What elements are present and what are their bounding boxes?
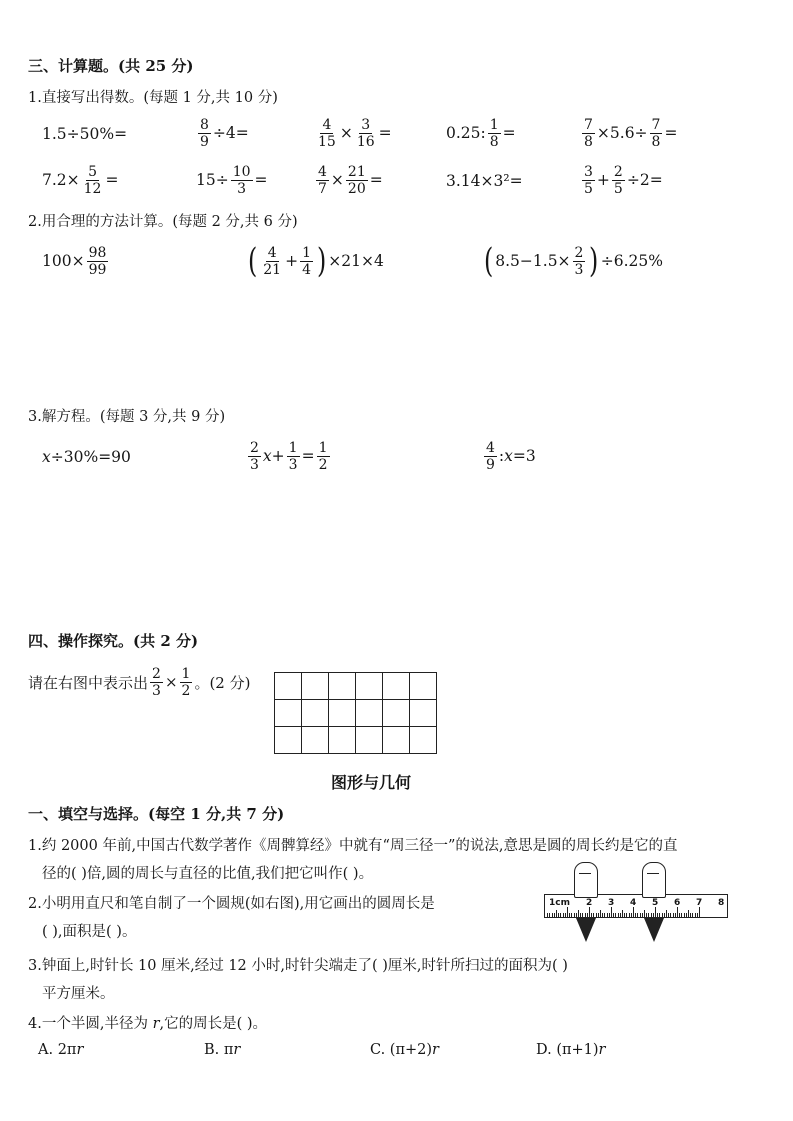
ruler-tick xyxy=(629,913,630,917)
ruler-tick xyxy=(644,910,645,917)
problem-1i: 3.14×3²= xyxy=(446,172,523,190)
pen-icon xyxy=(574,862,598,898)
ruler-label: 2 xyxy=(586,898,593,908)
ruler-tick xyxy=(556,910,557,917)
question-4: 4.一个半圆,半径为 r,它的周长是( )。 xyxy=(28,1016,268,1032)
fraction-grid[interactable] xyxy=(274,672,437,754)
ruler-tick xyxy=(587,913,588,917)
ruler-tick xyxy=(596,913,597,917)
option-c[interactable]: C. (π+2)r xyxy=(370,1042,439,1058)
problem-1d: 0.25: $\frac{1}{8}$ = xyxy=(446,116,516,150)
ruler-tick xyxy=(681,913,682,917)
grid-cell[interactable] xyxy=(302,673,329,700)
ruler-tick xyxy=(648,913,649,917)
section-heading-fill-choose: 一、填空与选择。(每空 1 分,共 7 分) xyxy=(28,805,285,823)
ruler-tick xyxy=(686,913,687,917)
grid-cell[interactable] xyxy=(383,727,410,754)
equation-3b: $\frac{2}{3}$ x + $\frac{1}{3}$ = $\frac{1}{2}$ xyxy=(250,439,328,473)
grid-cell[interactable] xyxy=(275,700,302,727)
ruler-tick xyxy=(622,910,623,917)
question-3-line2: 平方厘米。 xyxy=(42,986,115,1002)
ruler-tick xyxy=(593,913,594,917)
pen-tip-icon xyxy=(644,918,664,942)
equation-3c: $\frac{4}{9}$ : x =3 xyxy=(486,439,536,473)
q2-heading: 2.用合理的方法计算。(每题 2 分,共 6 分) xyxy=(28,214,298,230)
ruler-tick xyxy=(690,913,691,917)
ruler-tick xyxy=(692,913,693,917)
ruler-tick xyxy=(662,913,663,917)
ruler-tick xyxy=(699,907,700,917)
ruler-tick xyxy=(653,913,654,917)
grid-cell[interactable] xyxy=(356,727,383,754)
ruler-tick xyxy=(585,913,586,917)
grid-cell[interactable] xyxy=(383,673,410,700)
ruler-tick xyxy=(659,913,660,917)
ruler-tick xyxy=(646,913,647,917)
ruler-tick xyxy=(578,910,579,917)
problem-1e: $\frac{7}{8}$ ×5.6÷ $\frac{7}{8}$ = xyxy=(584,116,678,150)
ruler-tick xyxy=(695,913,696,917)
ruler-tick xyxy=(620,913,621,917)
problem-1b: $\frac{8}{9}$ ÷4= xyxy=(200,116,249,150)
ruler-tick xyxy=(679,913,680,917)
ruler-tick xyxy=(697,913,698,917)
ruler-tick xyxy=(640,913,641,917)
ruler-tick xyxy=(688,910,689,917)
question-3-line1: 3.钟面上,时针长 10 厘米,经过 12 小时,时针尖端走了( )厘米,时针所扫过的面积为( ) xyxy=(28,958,568,974)
problem-1f: 7.2× $\frac{5}{12}$ = xyxy=(42,163,119,197)
problem-1a: 1.5÷50%= xyxy=(42,125,128,143)
ruler-tick xyxy=(635,913,636,917)
ruler-tick xyxy=(600,910,601,917)
ruler-tick xyxy=(563,913,564,917)
ruler-tick xyxy=(589,907,590,917)
ruler-tick xyxy=(618,913,619,917)
grid-cell[interactable] xyxy=(356,700,383,727)
problem-1c: $\frac{4}{15}$ × $\frac{3}{16}$ = xyxy=(318,116,392,150)
ruler-label: 4 xyxy=(630,898,637,908)
ruler-tick xyxy=(607,913,608,917)
problem-1g: 15÷ $\frac{10}{3}$ = xyxy=(196,163,268,197)
ruler-tick xyxy=(675,913,676,917)
ruler-tick xyxy=(668,913,669,917)
question-1-line2: 径的( )倍,圆的周长与直径的比值,我们把它叫作( )。 xyxy=(42,866,374,882)
ruler-tick xyxy=(565,913,566,917)
ruler-tick xyxy=(684,913,685,917)
question-2-line2: ( ),面积是( )。 xyxy=(42,924,137,940)
pen-icon xyxy=(642,862,666,898)
ruler-tick xyxy=(673,913,674,917)
ruler-tick xyxy=(549,913,550,917)
grid-cell[interactable] xyxy=(383,700,410,727)
ruler-tick xyxy=(552,913,553,917)
grid-cell[interactable] xyxy=(410,673,437,700)
ruler-tick xyxy=(571,913,572,917)
ruler-tick xyxy=(609,913,610,917)
ruler xyxy=(544,894,728,918)
ruler-tick xyxy=(633,907,634,917)
ruler-tick xyxy=(591,913,592,917)
ruler-tick xyxy=(569,913,570,917)
ruler-tick xyxy=(602,913,603,917)
ruler-tick xyxy=(611,907,612,917)
grid-cell[interactable] xyxy=(275,727,302,754)
ruler-tick xyxy=(604,913,605,917)
ruler-label: 3 xyxy=(608,898,615,908)
ruler-tick xyxy=(642,913,643,917)
option-a[interactable]: A. 2πr xyxy=(38,1042,84,1058)
option-b[interactable]: B. πr xyxy=(204,1042,241,1058)
ruler-label: 6 xyxy=(674,898,681,908)
ruler-tick xyxy=(547,913,548,917)
ruler-tick xyxy=(560,913,561,917)
ruler-tick xyxy=(613,913,614,917)
ruler-tick xyxy=(637,913,638,917)
pen-tip-icon xyxy=(576,918,596,942)
ruler-tick xyxy=(631,913,632,917)
option-d[interactable]: D. (π+1)r xyxy=(536,1042,606,1058)
ruler-tick xyxy=(626,913,627,917)
grid-cell[interactable] xyxy=(329,673,356,700)
ruler-label: 8 xyxy=(718,898,725,908)
ruler-tick xyxy=(655,907,656,917)
problem-2a: 100× $\frac{98}{99}$ xyxy=(42,244,107,278)
ruler-tick xyxy=(558,913,559,917)
section-heading-calculation: 三、计算题。(共 25 分) xyxy=(28,57,194,75)
grid-cell[interactable] xyxy=(275,673,302,700)
problem-1j: $\frac{3}{5}$ + $\frac{2}{5}$ ÷2= xyxy=(584,163,663,197)
operation-task: 请在右图中表示出 $\frac{2}{3}$ × $\frac{1}{2}$ 。(2 分) xyxy=(28,665,251,699)
section-heading-operation: 四、操作探究。(共 2 分) xyxy=(28,632,199,650)
grid-cell[interactable] xyxy=(356,673,383,700)
ruler-tick xyxy=(657,913,658,917)
problem-1h: $\frac{4}{7}$ × $\frac{21}{20}$ = xyxy=(318,163,383,197)
ruler-tick xyxy=(677,907,678,917)
ruler-tick xyxy=(670,913,671,917)
equation-3a: x ÷30%=90 xyxy=(42,448,131,466)
ruler-tick xyxy=(576,913,577,917)
grid-cell[interactable] xyxy=(410,727,437,754)
ruler-tick xyxy=(651,913,652,917)
ruler-compass-figure xyxy=(544,858,729,948)
ruler-tick xyxy=(624,913,625,917)
ruler-label: 7 xyxy=(696,898,703,908)
grid-cell[interactable] xyxy=(302,700,329,727)
fraction: $\frac{8}{9}$ xyxy=(200,116,209,150)
problem-2c: ( 8.5−1.5× $\frac{2}{3}$ ) ÷6.25% xyxy=(483,241,663,281)
grid-cell[interactable] xyxy=(329,727,356,754)
ruler-tick xyxy=(664,913,665,917)
geometry-title: 图形与几何 xyxy=(331,773,412,792)
problem-2b: ( $\frac{4}{21}$ + $\frac{1}{4}$ ) ×21×4 xyxy=(247,241,384,281)
question-2-line1: 2.小明用直尺和笔自制了一个圆规(如右图),用它画出的圆周长是 xyxy=(28,896,435,912)
ruler-tick xyxy=(567,907,568,917)
grid-cell[interactable] xyxy=(329,700,356,727)
ruler-tick xyxy=(615,913,616,917)
q3-heading: 3.解方程。(每题 3 分,共 9 分) xyxy=(28,409,226,425)
ruler-label: 1cm xyxy=(549,898,570,908)
ruler-tick xyxy=(598,913,599,917)
grid-cell[interactable] xyxy=(302,727,329,754)
question-1-line1: 1.约 2000 年前,中国古代数学著作《周髀算经》中就有“周三径一”的说法,意思是圆的周长约是它的直 xyxy=(28,838,678,854)
ruler-tick xyxy=(666,910,667,917)
grid-cell[interactable] xyxy=(410,700,437,727)
ruler-tick xyxy=(554,913,555,917)
ruler-tick xyxy=(582,913,583,917)
ruler-tick xyxy=(574,913,575,917)
ruler-label: 5 xyxy=(652,898,659,908)
ruler-tick xyxy=(580,913,581,917)
q1-heading: 1.直接写出得数。(每题 1 分,共 10 分) xyxy=(28,90,278,106)
